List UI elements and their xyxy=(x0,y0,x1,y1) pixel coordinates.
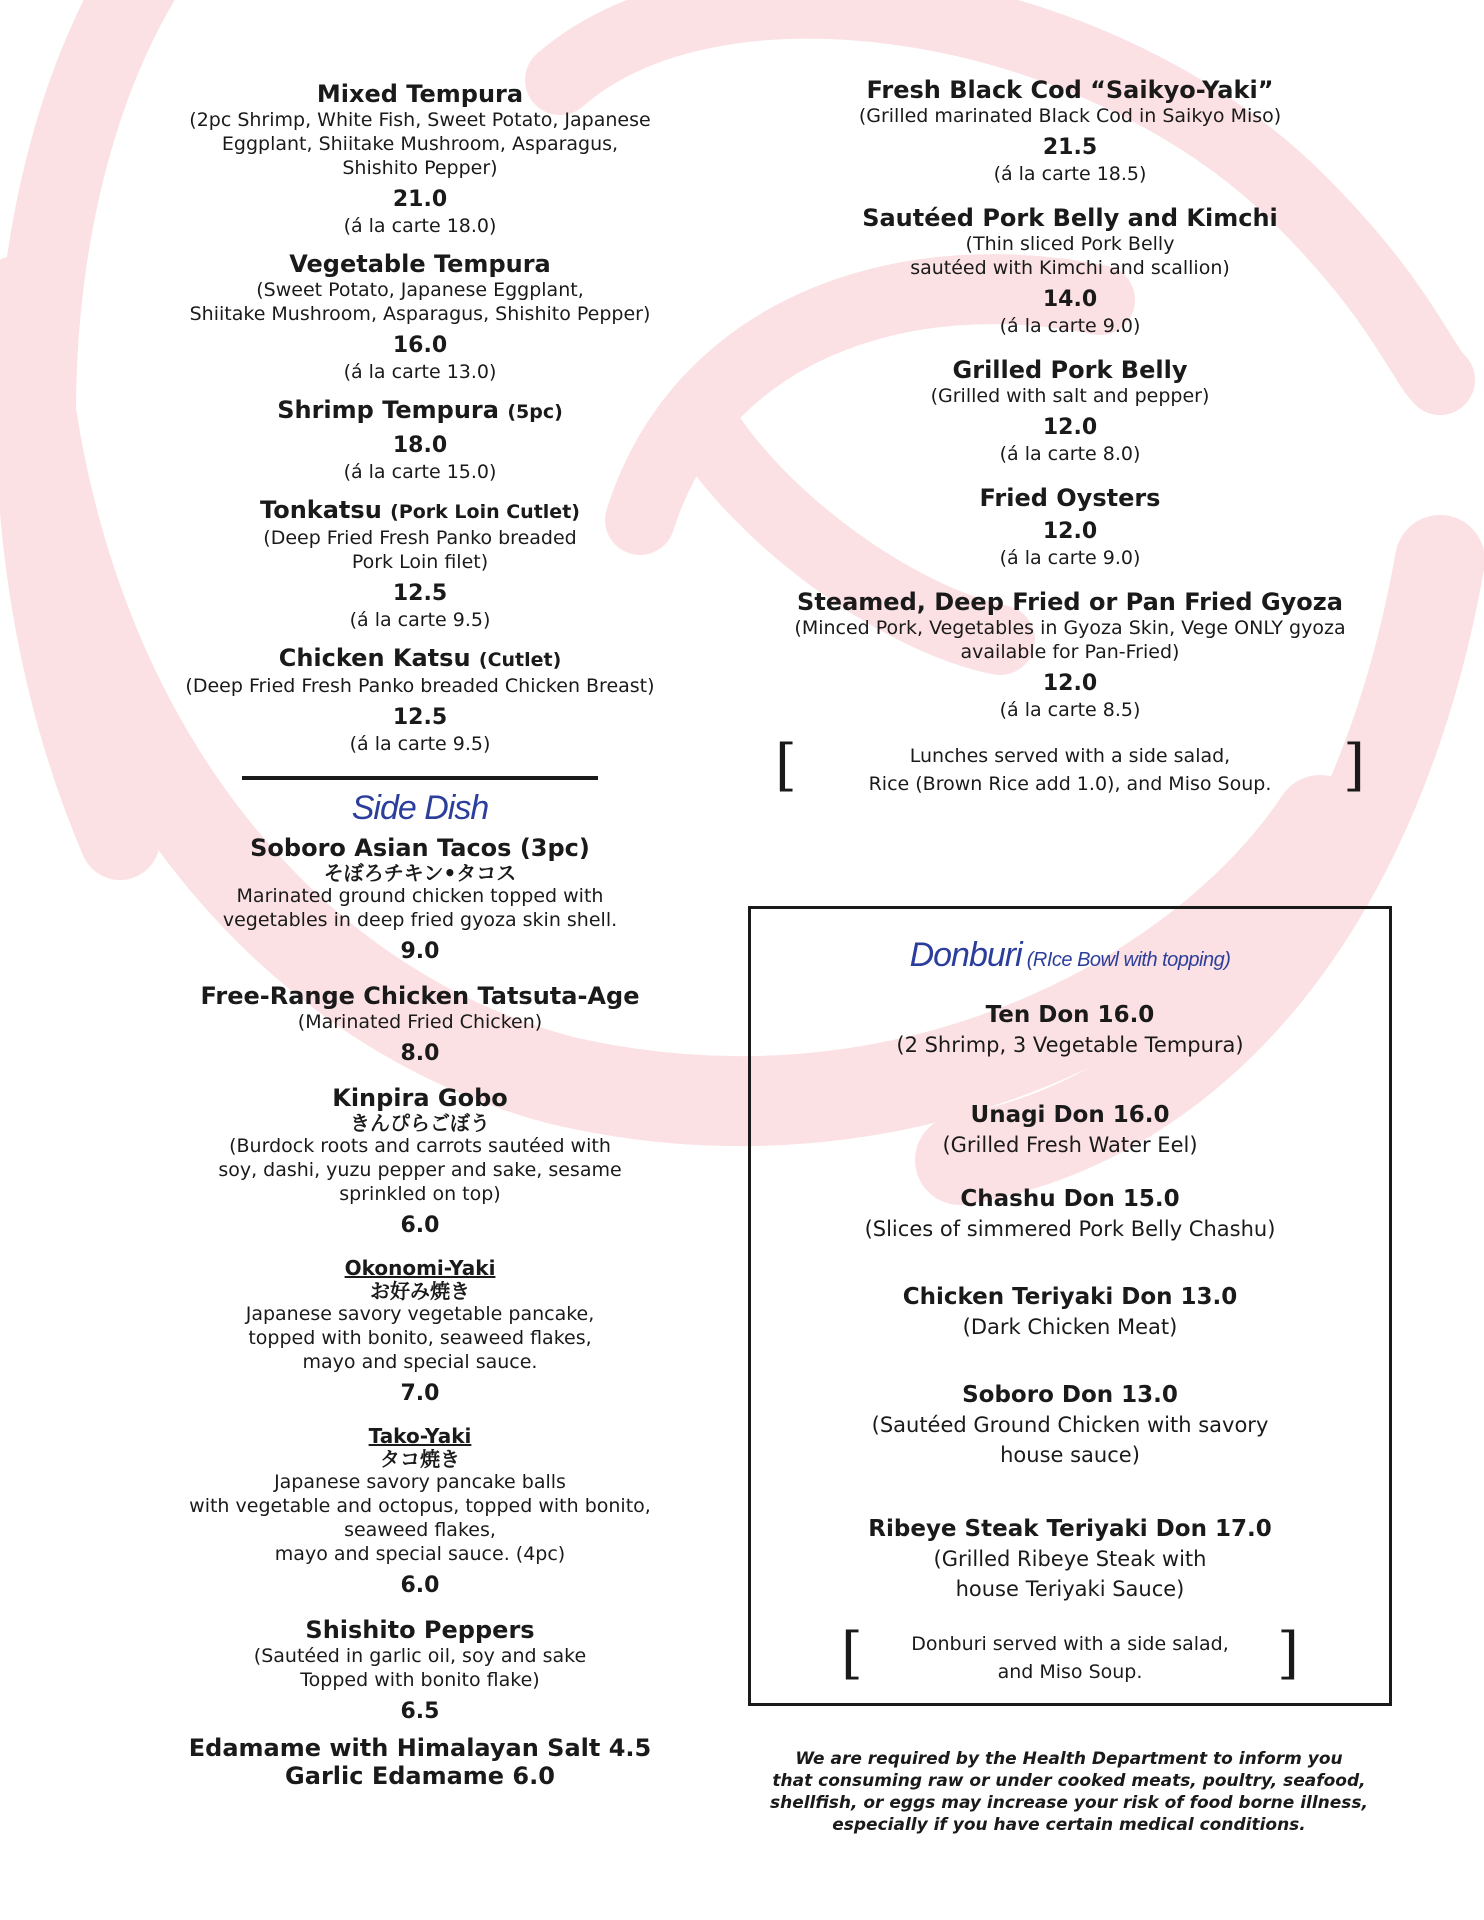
item-price: 12.5 xyxy=(392,705,448,730)
item-name xyxy=(755,76,1385,104)
item-a-la-carte-price: (á la carte 9.0) xyxy=(999,547,1141,569)
side-dish-name: Okonomi-Yaki xyxy=(344,1256,496,1280)
donburi-item xyxy=(751,1184,1389,1244)
item-a-la-carte-price: (á la carte 15.0) xyxy=(343,461,497,483)
side-dish-description: with vegetable and octopus, topped with bonito, xyxy=(189,1495,651,1517)
donburi-name: Ribeye Steak Teriyaki Don 17.0 xyxy=(868,1516,1272,1542)
item-name-text: Steamed, Deep Fried or Pan Fried Gyoza xyxy=(797,588,1343,616)
item-a-la-carte-price: (á la carte 8.5) xyxy=(999,699,1141,721)
item-a-la-carte-price: (á la carte 9.0) xyxy=(999,315,1141,337)
item-price: 21.5 xyxy=(1042,135,1098,160)
side-dish-description: Topped with bonito flake) xyxy=(300,1669,540,1691)
item-name-text: Grilled Pork Belly xyxy=(952,356,1188,384)
menu-item xyxy=(755,204,1385,338)
side-dish-title: Side Dish xyxy=(351,789,489,827)
side-dish-description: soy, dashi, yuzu pepper and sake, sesame xyxy=(218,1159,622,1181)
donburi-name: Ten Don 16.0 xyxy=(985,1002,1155,1028)
side-dish-description: Japanese savory pancake balls xyxy=(274,1471,566,1493)
donburi-description: (Grilled Fresh Water Eel) xyxy=(942,1133,1198,1157)
item-a-la-carte-price: (á la carte 8.0) xyxy=(999,443,1141,465)
item-price: 16.0 xyxy=(392,333,448,358)
donburi-description: (Slices of simmered Pork Belly Chashu) xyxy=(864,1217,1276,1241)
donburi-name: Chashu Don 15.0 xyxy=(960,1186,1180,1212)
side-dish-item xyxy=(130,834,710,966)
side-dish-description: mayo and special sauce. (4pc) xyxy=(274,1543,566,1565)
item-description: Pork Loin filet) xyxy=(351,551,489,573)
right-column xyxy=(755,76,1385,798)
item-description: Shishito Pepper) xyxy=(342,157,498,179)
side-dish-price: 9.0 xyxy=(400,939,440,964)
item-description: sautéed with Kimchi and scallion) xyxy=(910,257,1230,279)
item-price: 12.0 xyxy=(1042,415,1098,440)
donburi-description: (Dark Chicken Meat) xyxy=(962,1315,1178,1339)
menu-item xyxy=(130,250,710,384)
item-a-la-carte-price: (á la carte 18.0) xyxy=(343,215,497,237)
section-divider xyxy=(242,776,598,780)
item-description: (Thin sliced Pork Belly xyxy=(965,233,1175,255)
side-dish-item xyxy=(130,982,710,1068)
menu-item xyxy=(755,484,1385,570)
side-dish-japanese-name: そぼろチキン•タコス xyxy=(323,861,517,885)
item-price: 12.0 xyxy=(1042,519,1098,544)
left-mains-list xyxy=(130,80,710,756)
item-description: (2pc Shrimp, White Fish, Sweet Potato, Japanese xyxy=(189,109,651,131)
item-name xyxy=(130,396,710,426)
warning-line: shellfish, or eggs may increase your risk of food borne illness, xyxy=(769,1793,1369,1813)
side-dish-item xyxy=(130,1424,710,1600)
side-dish-japanese-name: タコ焼き xyxy=(380,1447,460,1471)
donburi-note xyxy=(841,1621,1299,1686)
edamame-item: Edamame with Himalayan Salt 4.5 xyxy=(188,1734,652,1762)
lunch-note xyxy=(775,733,1365,798)
side-dish-name: Shishito Peppers xyxy=(305,1616,535,1644)
item-price: 12.5 xyxy=(392,581,448,606)
donburi-name: Chicken Teriyaki Don 13.0 xyxy=(902,1284,1238,1310)
item-name xyxy=(755,356,1385,384)
item-price: 18.0 xyxy=(392,433,448,458)
donburi-item xyxy=(751,1514,1389,1604)
menu-item xyxy=(130,396,710,484)
donburi-description: house sauce) xyxy=(1000,1443,1140,1467)
note-line: Donburi served with a side salad, xyxy=(911,1633,1229,1655)
bracket-right: ] xyxy=(1277,1621,1299,1686)
note-line: Rice (Brown Rice add 1.0), and Miso Soup. xyxy=(868,773,1272,795)
donburi-item xyxy=(751,1380,1389,1470)
side-dish-price: 6.0 xyxy=(400,1213,440,1238)
item-name xyxy=(130,496,710,526)
edamame-item: Garlic Edamame 6.0 xyxy=(285,1762,555,1790)
donburi-item xyxy=(751,1100,1389,1160)
item-name xyxy=(130,644,710,674)
item-name-suffix: (Pork Loin Cutlet) xyxy=(390,501,580,523)
item-description: Eggplant, Shiitake Mushroom, Asparagus, xyxy=(221,133,619,155)
item-name-text: Tonkatsu xyxy=(260,496,382,524)
item-description: available for Pan-Fried) xyxy=(960,641,1180,663)
donburi-description: house Teriyaki Sauce) xyxy=(955,1577,1185,1601)
item-name xyxy=(755,484,1385,512)
item-name xyxy=(130,80,710,108)
item-name-text: Sautéed Pork Belly and Kimchi xyxy=(862,204,1278,232)
warning-line: that consuming raw or under cooked meats, poultry, seafood, xyxy=(772,1771,1366,1791)
item-name-suffix: (Cutlet) xyxy=(478,649,562,671)
donburi-description: (2 Shrimp, 3 Vegetable Tempura) xyxy=(896,1033,1244,1057)
menu-item xyxy=(755,76,1385,186)
side-dish-description: (Sautéed in garlic oil, soy and sake xyxy=(253,1645,587,1667)
menu-item xyxy=(130,644,710,756)
menu-item xyxy=(130,496,710,632)
item-description: (Sweet Potato, Japanese Eggplant, xyxy=(256,279,584,301)
item-description: (Minced Pork, Vegetables in Gyoza Skin, Vege ONLY gyoza xyxy=(794,617,1346,639)
right-mains-list xyxy=(755,76,1385,722)
note-line: and Miso Soup. xyxy=(997,1661,1143,1683)
donburi-description: (Grilled Ribeye Steak with xyxy=(933,1547,1207,1571)
item-price: 14.0 xyxy=(1042,287,1098,312)
side-dish-name: Soboro Asian Tacos (3pc) xyxy=(250,834,590,862)
side-dish-description: vegetables in deep fried gyoza skin shell. xyxy=(222,909,618,931)
side-dish-description: topped with bonito, seaweed flakes, xyxy=(248,1327,592,1349)
donburi-item xyxy=(751,1000,1389,1060)
donburi-item xyxy=(751,1282,1389,1342)
side-dish-item xyxy=(130,1084,710,1240)
donburi-title: Donburi xyxy=(909,936,1022,974)
side-dish-price: 6.5 xyxy=(400,1699,440,1724)
bracket-left: [ xyxy=(841,1621,863,1686)
item-name-text: Fried Oysters xyxy=(979,484,1161,512)
side-dish-name: Free-Range Chicken Tatsuta-Age xyxy=(200,982,640,1010)
side-dish-price: 7.0 xyxy=(400,1381,440,1406)
item-name xyxy=(755,204,1385,232)
side-dish-name: Tako-Yaki xyxy=(368,1424,472,1448)
side-dish-japanese-name: きんぴらごぼう xyxy=(350,1111,490,1135)
item-name-text: Shrimp Tempura xyxy=(277,396,499,424)
item-a-la-carte-price: (á la carte 18.5) xyxy=(993,163,1147,185)
warning-line: We are required by the Health Department to inform you xyxy=(795,1749,1343,1769)
side-dish-japanese-name: お好み焼き xyxy=(370,1279,470,1303)
donburi-note-text xyxy=(881,1630,1259,1686)
item-a-la-carte-price: (á la carte 13.0) xyxy=(343,361,497,383)
menu-item xyxy=(755,356,1385,466)
donburi-subtitle: (RIce Bowl with topping) xyxy=(1026,949,1231,971)
item-name-text: Mixed Tempura xyxy=(316,80,524,108)
side-dish-description: (Burdock roots and carrots sautéed with xyxy=(229,1135,611,1157)
item-a-la-carte-price: (á la carte 9.5) xyxy=(349,609,491,631)
item-name-suffix: (5pc) xyxy=(507,401,563,423)
donburi-name: Soboro Don 13.0 xyxy=(962,1382,1178,1408)
side-dish-description: Japanese savory vegetable pancake, xyxy=(245,1303,595,1325)
item-price: 21.0 xyxy=(392,187,448,212)
item-description: (Grilled marinated Black Cod in Saikyo Miso) xyxy=(858,105,1282,127)
menu-item xyxy=(755,588,1385,722)
bracket-right: ] xyxy=(1343,733,1365,798)
item-name-text: Vegetable Tempura xyxy=(289,250,551,278)
donburi-box xyxy=(748,906,1392,1706)
warning-line: especially if you have certain medical conditions. xyxy=(832,1815,1306,1835)
side-dish-item xyxy=(130,1256,710,1408)
health-warning xyxy=(748,1748,1390,1836)
donburi-description: (Sautéed Ground Chicken with savory xyxy=(871,1413,1269,1437)
note-line: Lunches served with a side salad, xyxy=(909,745,1231,767)
side-dish-list xyxy=(130,834,710,1726)
item-description: (Grilled with salt and pepper) xyxy=(930,385,1210,407)
item-description: (Deep Fried Fresh Panko breaded xyxy=(263,527,577,549)
item-a-la-carte-price: (á la carte 9.5) xyxy=(349,733,491,755)
item-name-text: Fresh Black Cod “Saikyo-Yaki” xyxy=(866,76,1274,104)
item-description: Shiitake Mushroom, Asparagus, Shishito Pepper) xyxy=(189,303,651,325)
donburi-list xyxy=(751,1000,1389,1604)
side-dish-name: Kinpira Gobo xyxy=(332,1084,508,1112)
side-dish-price: 6.0 xyxy=(400,1573,440,1598)
side-dish-description: Marinated ground chicken topped with xyxy=(236,885,604,907)
item-description: (Deep Fried Fresh Panko breaded Chicken Breast) xyxy=(185,675,655,697)
left-column xyxy=(130,80,710,1790)
item-name xyxy=(130,250,710,278)
side-dish-description: mayo and special sauce. xyxy=(302,1351,538,1373)
lunch-note-text xyxy=(815,742,1325,798)
item-name xyxy=(755,588,1385,616)
side-dish-item xyxy=(130,1616,710,1726)
item-name-text: Chicken Katsu xyxy=(278,644,471,672)
item-price: 12.0 xyxy=(1042,671,1098,696)
side-dish-description: sprinkled on top) xyxy=(339,1183,501,1205)
menu-item xyxy=(130,80,710,238)
bracket-left: [ xyxy=(775,733,797,798)
side-dish-description: seaweed flakes, xyxy=(344,1519,496,1541)
side-dish-price: 8.0 xyxy=(400,1041,440,1066)
donburi-name: Unagi Don 16.0 xyxy=(970,1102,1170,1128)
edamame-list xyxy=(130,1734,710,1790)
side-dish-description: (Marinated Fried Chicken) xyxy=(297,1011,543,1033)
